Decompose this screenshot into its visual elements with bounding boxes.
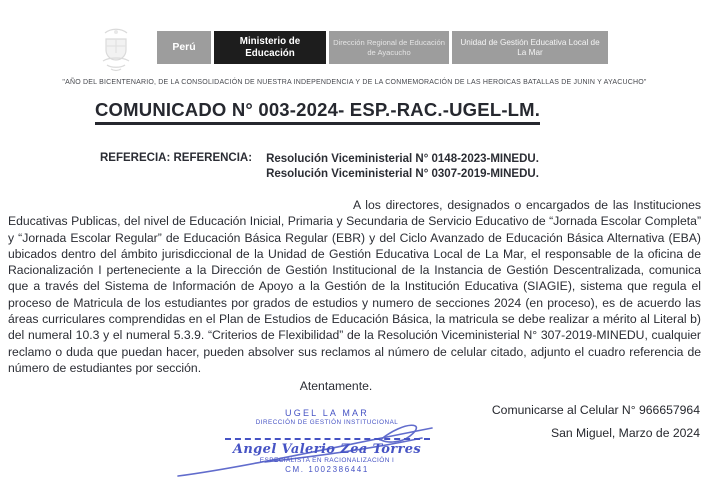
banner-segment-label: Dirección Regional de Educación de Ayacucho — [333, 38, 445, 57]
reference-items — [266, 152, 539, 182]
banner-segment-drea-ayacucho — [329, 31, 449, 64]
document-title: COMUNICADO N° 003-2024- ESP.-RAC.-UGEL-LM. — [95, 99, 540, 125]
signatory-name: Angel Valerio Zea Torres — [232, 442, 422, 457]
contact-phone-line: Comunicarse al Celular N° 966657964 — [491, 403, 700, 417]
stamp-divider — [225, 438, 430, 440]
signatory-role: ESPECIALISTA EN RACIONALIZACIÓN I — [259, 457, 395, 464]
body-paragraph: A los directores, designados o encargados de las Instituciones Educativas Publicas, del nivel de Educación Inicial, Primaria y Secundaria de Servicio Educativo de “Jornada Escolar Completa” y “Jornada Escolar Regular” de Educación Básica Regular (EBR) y del Ciclo Avanzado de Educación Básica Alternativa (EBA) ubicados dentro del ámbito jurisdiccional de la Unidad de Gestión Educativa Local de La Mar, el responsable de la oficina de Racionalización I perteneciente a la Dirección de Gestión Institucional de la Instancia de Gestión Descentralizada, comunica que a través del Sistema de Información de Apoyo a la Gestión de la Institución Educativa (SIAGIE), sistema que regula el proceso de Matricula de los estudiantes por grados de estudios y numero de secciones 2024 (en proceso), es de acuerdo las áreas curriculares comprendidas en el Plan de Estudios de Educación Básica, la matricula se debe realizar a mérito al Literal b) del numeral 10.3 y el numeral 5.3.9. “Criterios de Flexibilidad” de la Resolución Viceministerial N° 307-2019-MINEDU, cualquier reclamo o duda que puedan hacer, pueden absolver sus reclamos al número de celular citado, adjunto el cuadro referencia de número de estudiantes por sección. — [8, 198, 701, 375]
banner-segment-label: Unidad de Gestión Educativa Local de La Mar — [460, 37, 600, 57]
stamp-entity: UGEL LA MAR — [285, 408, 369, 418]
peru-coat-of-arms-logo — [99, 27, 133, 79]
banner-segment-ugel-la-mar — [452, 31, 608, 64]
banner-segment-ministerio-de-educacion — [214, 31, 326, 64]
signatory-code: CM. 1002386441 — [285, 465, 369, 474]
place-date-line: San Miguel, Marzo de 2024 — [550, 426, 700, 440]
banner-segment-label: Ministerio de Educación — [239, 35, 301, 59]
reference-item: Resolución Viceministerial N° 0148-2023-MINEDU. — [266, 153, 539, 165]
reference-label: REFERECIA: REFERENCIA: — [100, 152, 253, 164]
year-slogan: "AÑO DEL BICENTENARIO, DE LA CONSOLIDACIÓN DE NUESTRA INDEPENDENCIA Y DE LA CONMEMORACIÓN DE LAS HEROICAS BATALLAS DE JUNIN Y AYACUCHO" — [62, 79, 647, 86]
reference-item: Resolución Viceministerial N° 0307-2019-MINEDU. — [266, 168, 539, 180]
banner-segment-peru — [157, 31, 211, 64]
reference-block — [100, 152, 539, 182]
banner-segment-label: Perú — [172, 41, 196, 54]
contact-block — [492, 403, 700, 440]
signature-stamp-block — [202, 406, 452, 474]
header-banner — [157, 31, 608, 64]
stamp-office: DIRECCIÓN DE GESTIÓN INSTITUCIONAL — [255, 419, 399, 426]
closing-salutation: Atentamente. — [299, 379, 373, 393]
